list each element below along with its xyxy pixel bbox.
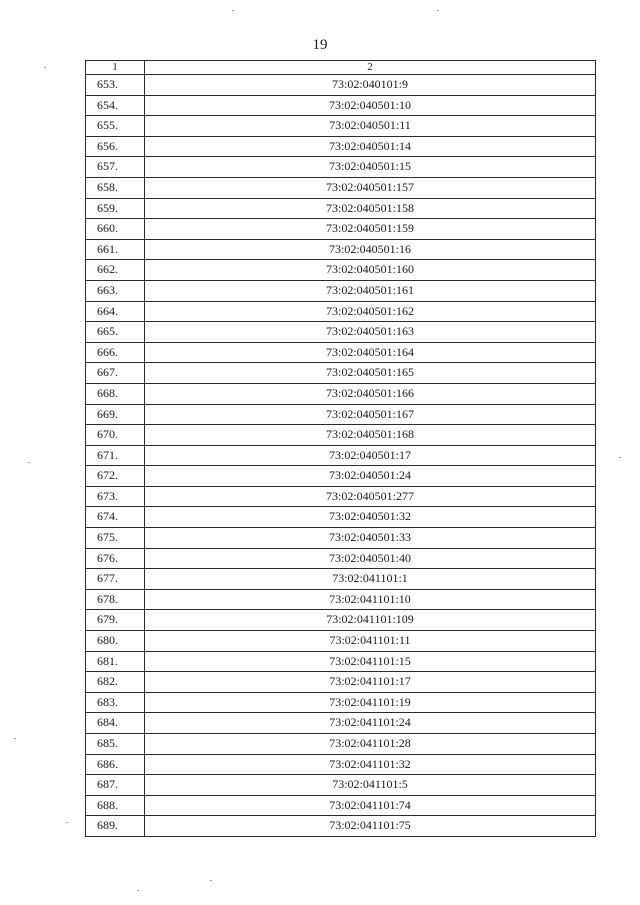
cadastral-number-cell: 73:02:040101:9: [145, 75, 596, 96]
table-row: [86, 322, 596, 343]
table-row: [86, 383, 596, 404]
scan-speck: [14, 738, 16, 739]
row-number-cell: 682.: [86, 672, 145, 693]
table-row: [86, 363, 596, 384]
row-number-cell: 674.: [86, 507, 145, 528]
scan-speck: [137, 890, 139, 891]
cadastral-number-cell: 73:02:041101:32: [145, 754, 596, 775]
scan-speck: [44, 67, 46, 68]
row-number-cell: 662.: [86, 260, 145, 281]
table-row: [86, 651, 596, 672]
column-header-number: 1: [86, 61, 145, 75]
row-number-cell: 686.: [86, 754, 145, 775]
table-row: [86, 528, 596, 549]
table-row: [86, 672, 596, 693]
table-row: [86, 95, 596, 116]
table-row: [86, 610, 596, 631]
table-row: [86, 548, 596, 569]
scan-speck: [232, 10, 234, 11]
row-number-cell: 657.: [86, 157, 145, 178]
cadastral-number-cell: 73:02:040501:11: [145, 116, 596, 137]
table-row: [86, 692, 596, 713]
row-number-cell: 684.: [86, 713, 145, 734]
table-row: [86, 795, 596, 816]
row-number-cell: 660.: [86, 219, 145, 240]
row-number-cell: 681.: [86, 651, 145, 672]
row-number-cell: 687.: [86, 775, 145, 796]
table-body: [86, 61, 596, 837]
row-number-cell: 670.: [86, 425, 145, 446]
cadastral-number-cell: 73:02:041101:15: [145, 651, 596, 672]
scan-speck: [437, 10, 439, 11]
cadastral-number-cell: 73:02:041101:17: [145, 672, 596, 693]
cadastral-number-cell: 73:02:040501:165: [145, 363, 596, 384]
row-number-cell: 673.: [86, 486, 145, 507]
table-header-row: [86, 61, 596, 75]
cadastral-number-cell: 73:02:040501:160: [145, 260, 596, 281]
table-row: [86, 342, 596, 363]
row-number-cell: 668.: [86, 383, 145, 404]
cadastral-number-cell: 73:02:040501:157: [145, 177, 596, 198]
cadastral-number-cell: 73:02:040501:40: [145, 548, 596, 569]
row-number-cell: 675.: [86, 528, 145, 549]
table-row: [86, 404, 596, 425]
table-row: [86, 754, 596, 775]
table-row: [86, 301, 596, 322]
table-row: [86, 466, 596, 487]
row-number-cell: 688.: [86, 795, 145, 816]
table-row: [86, 280, 596, 301]
cadastral-number-cell: 73:02:040501:17: [145, 445, 596, 466]
table-row: [86, 198, 596, 219]
row-number-cell: 685.: [86, 734, 145, 755]
row-number-cell: 656.: [86, 136, 145, 157]
row-number-cell: 678.: [86, 589, 145, 610]
row-number-cell: 664.: [86, 301, 145, 322]
table-row: [86, 177, 596, 198]
row-number-cell: 683.: [86, 692, 145, 713]
table-row: [86, 425, 596, 446]
row-number-cell: 680.: [86, 631, 145, 652]
cadastral-number-cell: 73:02:040501:14: [145, 136, 596, 157]
table-row: [86, 116, 596, 137]
cadastral-number-cell: 73:02:040501:164: [145, 342, 596, 363]
table-row: [86, 775, 596, 796]
row-number-cell: 679.: [86, 610, 145, 631]
cadastral-number-cell: 73:02:040501:32: [145, 507, 596, 528]
cadastral-number-cell: 73:02:040501:158: [145, 198, 596, 219]
row-number-cell: 669.: [86, 404, 145, 425]
cadastral-number-cell: 73:02:041101:1: [145, 569, 596, 590]
table-row: [86, 260, 596, 281]
row-number-cell: 655.: [86, 116, 145, 137]
row-number-cell: 689.: [86, 816, 145, 837]
cadastral-number-cell: 73:02:041101:109: [145, 610, 596, 631]
cadastral-number-cell: 73:02:041101:19: [145, 692, 596, 713]
row-number-cell: 663.: [86, 280, 145, 301]
cadastral-number-cell: 73:02:040501:33: [145, 528, 596, 549]
table-row: [86, 507, 596, 528]
cadastral-number-cell: 73:02:040501:277: [145, 486, 596, 507]
table-row: [86, 734, 596, 755]
cadastral-number-cell: 73:02:040501:161: [145, 280, 596, 301]
cadastral-number-cell: 73:02:040501:168: [145, 425, 596, 446]
cadastral-number-cell: 73:02:041101:11: [145, 631, 596, 652]
cadastral-number-cell: 73:02:041101:5: [145, 775, 596, 796]
row-number-cell: 677.: [86, 569, 145, 590]
column-header-code: 2: [145, 61, 596, 75]
scan-speck: [210, 880, 212, 881]
row-number-cell: 658.: [86, 177, 145, 198]
cadastral-number-cell: 73:02:040501:162: [145, 301, 596, 322]
cadastral-number-cell: 73:02:041101:75: [145, 816, 596, 837]
cadastral-number-cell: 73:02:040501:166: [145, 383, 596, 404]
row-number-cell: 666.: [86, 342, 145, 363]
scan-speck: [28, 462, 30, 463]
table-row: [86, 445, 596, 466]
table-row: [86, 75, 596, 96]
scan-speck: [66, 822, 68, 823]
row-number-cell: 671.: [86, 445, 145, 466]
table-row: [86, 589, 596, 610]
cadastral-number-cell: 73:02:041101:74: [145, 795, 596, 816]
row-number-cell: 676.: [86, 548, 145, 569]
table-row: [86, 631, 596, 652]
cadastral-number-cell: 73:02:041101:28: [145, 734, 596, 755]
row-number-cell: 665.: [86, 322, 145, 343]
cadastral-number-cell: 73:02:040501:16: [145, 239, 596, 260]
table-row: [86, 157, 596, 178]
cadastral-number-cell: 73:02:040501:163: [145, 322, 596, 343]
cadastral-number-cell: 73:02:040501:24: [145, 466, 596, 487]
row-number-cell: 659.: [86, 198, 145, 219]
cadastral-number-cell: 73:02:041101:10: [145, 589, 596, 610]
cadastral-number-table: [85, 60, 596, 837]
cadastral-number-cell: 73:02:040501:167: [145, 404, 596, 425]
table-row: [86, 569, 596, 590]
cadastral-number-cell: 73:02:041101:24: [145, 713, 596, 734]
table-row: [86, 136, 596, 157]
scan-speck: [619, 457, 621, 458]
table-row: [86, 219, 596, 240]
cadastral-number-cell: 73:02:040501:10: [145, 95, 596, 116]
page-number: 19: [312, 37, 328, 53]
cadastral-number-cell: 73:02:040501:15: [145, 157, 596, 178]
row-number-cell: 654.: [86, 95, 145, 116]
row-number-cell: 667.: [86, 363, 145, 384]
table-row: [86, 239, 596, 260]
table-row: [86, 816, 596, 837]
table-row: [86, 486, 596, 507]
row-number-cell: 672.: [86, 466, 145, 487]
row-number-cell: 661.: [86, 239, 145, 260]
row-number-cell: 653.: [86, 75, 145, 96]
cadastral-number-cell: 73:02:040501:159: [145, 219, 596, 240]
table-row: [86, 713, 596, 734]
